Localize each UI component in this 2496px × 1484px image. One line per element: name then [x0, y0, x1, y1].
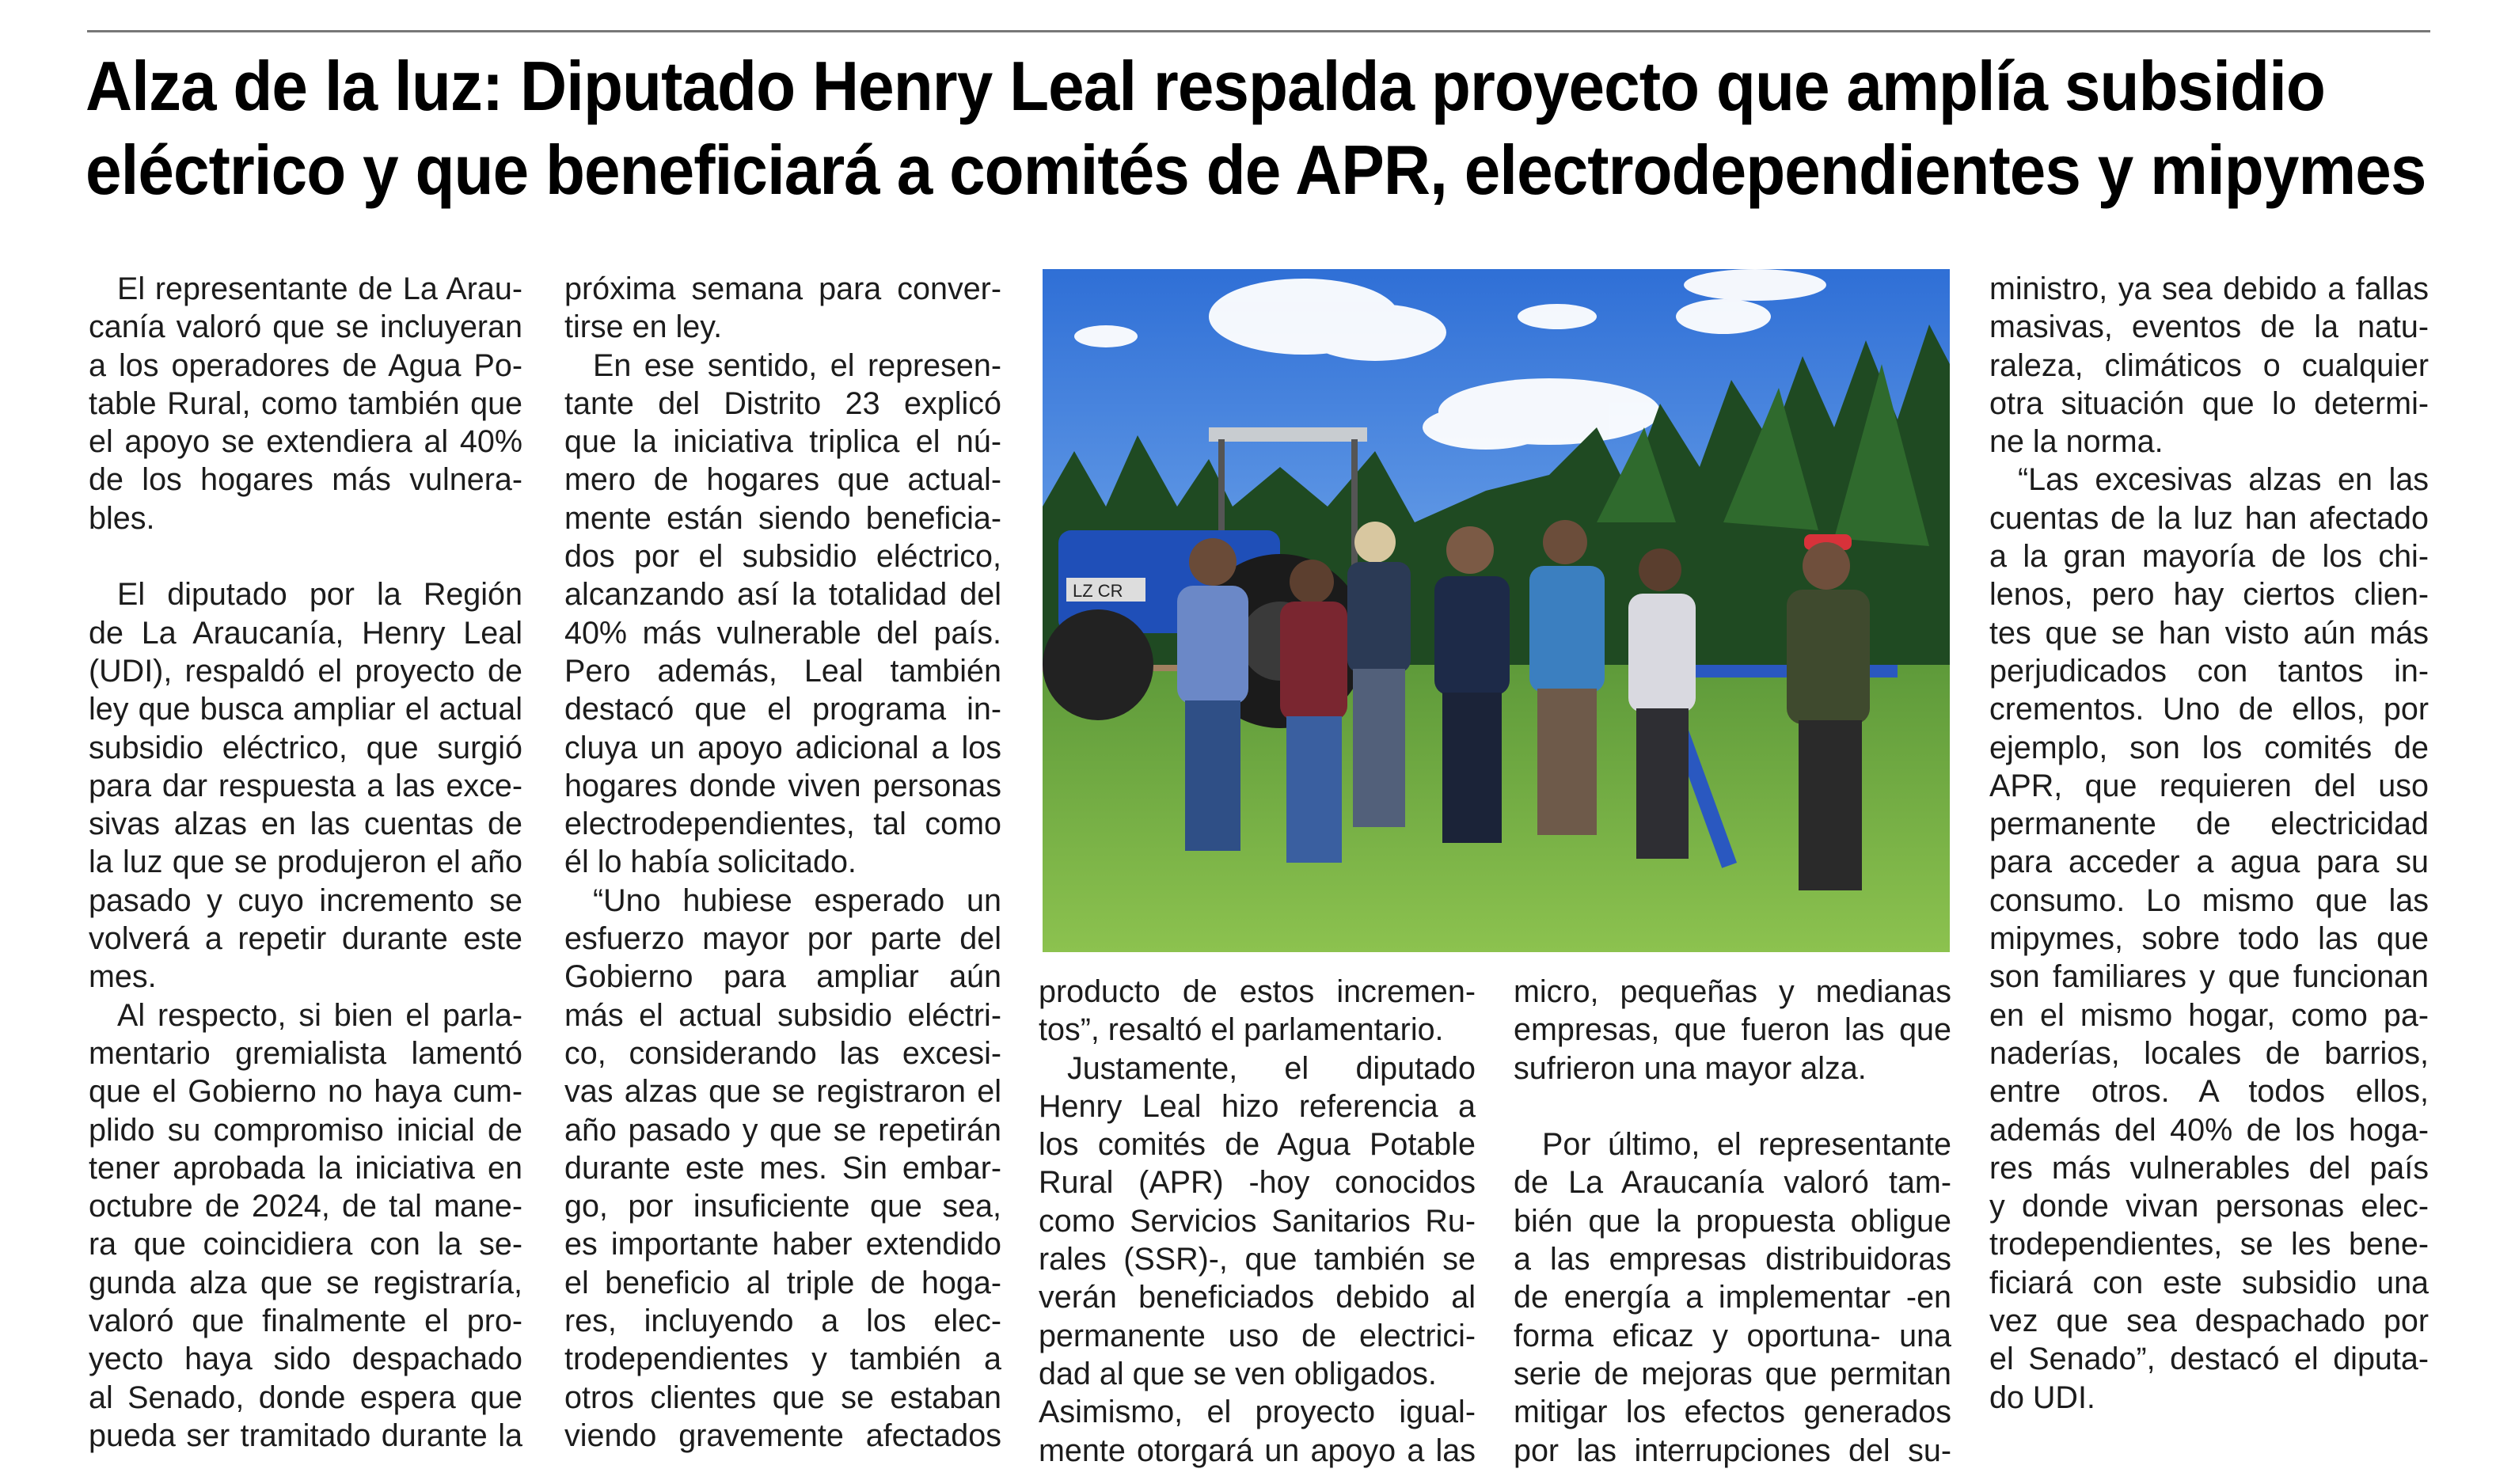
article-text-line: al Senado, donde espera que	[89, 1380, 522, 1415]
article-text-line: APR, que requieren del uso	[1989, 768, 2429, 803]
article-text-line: ficiará con este subsidio una	[1989, 1265, 2429, 1300]
article-column-1	[89, 270, 522, 1455]
article-text-line: por las interrupciones del su-	[1514, 1433, 1951, 1468]
article-text-line: pasado y cuyo incremento se	[89, 882, 522, 918]
article-text-line: pueda ser tramitado durante la	[89, 1418, 522, 1453]
article-text-line: tener aprobada la iniciativa en	[89, 1150, 522, 1186]
article-text-line: entre otros. A todos ellos,	[1989, 1074, 2429, 1110]
person-6	[1628, 548, 1696, 859]
article-text-line: yecto haya sido despachado	[89, 1342, 522, 1377]
article-text-line: Asimismo, el proyecto igual-	[1039, 1395, 1476, 1430]
article-text-line: res más vulnerables del país	[1989, 1150, 2429, 1186]
article-text-line: mes.	[89, 959, 157, 995]
article-text-line: ejemplo, son los comités de	[1989, 730, 2429, 765]
article-text-line: de La Araucanía, Henry Leal	[89, 615, 522, 651]
article-text-line: perjudicados con tantos in-	[1989, 653, 2429, 689]
article-text-line: lenos, pero hay ciertos clien-	[1989, 577, 2429, 613]
article-text-line: vas alzas que se registraron el	[564, 1074, 1001, 1110]
article-text-line: son familiares y que funcionan	[1989, 959, 2429, 995]
article-text-line: durante este mes. Sin embar-	[564, 1150, 1001, 1186]
article-text-line: viendo gravemente afectados	[564, 1418, 1001, 1453]
news-photo	[1043, 269, 1950, 952]
article-text-line: bles.	[89, 500, 155, 536]
article-text-line: do UDI.	[1989, 1380, 2095, 1415]
article-text-line: verán beneficiados debido al	[1039, 1280, 1476, 1315]
article-text-line: vez que sea despachado por	[1989, 1304, 2429, 1339]
article-text-line: table Rural, como también que	[89, 385, 522, 421]
paragraph-gap	[1514, 1087, 1951, 1125]
article-text-line: los comités de Agua Potable	[1039, 1127, 1476, 1163]
article-text-line: micro, pequeñas y medianas	[1514, 974, 1951, 1009]
article-text-line: es importante haber extendido	[564, 1227, 1001, 1262]
article-text-line: el apoyo se extendiera al 40%	[89, 424, 522, 460]
article-text-line: Al respecto, si bien el parla-	[117, 997, 522, 1033]
article-text-line: de los hogares más vulnera-	[89, 462, 522, 498]
article-text-line: mero de hogares que actual-	[564, 462, 1001, 498]
person-3	[1347, 522, 1411, 827]
article-text-line: subsidio eléctrico, que surgió	[89, 730, 522, 765]
article-text-line: mitigar los efectos generados	[1514, 1395, 1951, 1430]
headline-line-1: Alza de la luz: Diputado Henry Leal respalda proyecto que amplía subsidio	[85, 47, 2325, 125]
article-text-line: hogares donde viven personas	[564, 768, 1001, 803]
article-text-line: tirse en ley.	[564, 309, 723, 345]
tractor-plate: LZ CR	[1073, 581, 1123, 601]
article-text-line: la luz que se produjeron el año	[89, 844, 522, 880]
headline	[85, 44, 2426, 212]
article-text-line: electrodependientes, tal como	[564, 807, 1001, 842]
article-text-line: además del 40% de los hoga-	[1989, 1112, 2429, 1148]
article-text-line: que el Gobierno no haya cum-	[89, 1074, 522, 1110]
article-text-line: (UDI), respaldó el proyecto de	[89, 653, 522, 689]
article-text-line: 40% más vulnerable del país.	[564, 615, 1001, 651]
article-text-line: masivas, eventos de la natu-	[1989, 309, 2429, 345]
article-text-line: de La Araucanía valoró tam-	[1514, 1165, 1951, 1201]
top-rule	[87, 30, 2430, 32]
article-text-line: mentario gremialista lamentó	[89, 1035, 522, 1071]
article-column-5	[1989, 270, 2429, 1417]
article-text-line: cuentas de la luz han afectado	[1989, 500, 2429, 536]
article-text-line: que la iniciativa triplica el nú-	[564, 424, 1001, 460]
article-text-line: el Senado”, destacó el diputa-	[1989, 1342, 2429, 1377]
article-text-line: trodependientes, se les bene-	[1989, 1227, 2429, 1262]
article-text-line: próxima semana para conver-	[564, 271, 1001, 306]
article-text-line: esfuerzo mayor por parte del	[564, 921, 1001, 957]
article-text-line: más el actual subsidio eléctri-	[564, 997, 1001, 1033]
article-text-line: consumo. Lo mismo que las	[1989, 882, 2429, 918]
article-text-line: dad al que se ven obligados.	[1039, 1356, 1437, 1391]
article-text-line: para acceder a agua para su	[1989, 844, 2429, 880]
article-text-line: plido su compromiso inicial de	[89, 1112, 522, 1148]
article-text-line: Henry Leal hizo referencia a	[1039, 1088, 1476, 1124]
paragraph-gap	[89, 537, 522, 575]
article-text-line: a la gran mayoría de los chi-	[1989, 539, 2429, 575]
article-text-line: y donde vivan personas elec-	[1989, 1189, 2429, 1224]
article-text-line: sufrieron una mayor alza.	[1514, 1050, 1867, 1086]
article-text-line: Por último, el representante	[1542, 1127, 1951, 1163]
article-text-line: empresas, que fueron las que	[1514, 1012, 1951, 1048]
article-text-line: canía valoró que se incluyeran	[89, 309, 522, 345]
article-text-line: co, considerando las excesi-	[564, 1035, 1001, 1071]
article-text-line: como Servicios Sanitarios Ru-	[1039, 1203, 1476, 1239]
article-text-line: sivas alzas en las cuentas de	[89, 807, 522, 842]
article-text-line: destacó que el programa in-	[564, 692, 1001, 727]
article-text-line: Rural (APR) -hoy conocidos	[1039, 1165, 1476, 1201]
article-text-line: crementos. Uno de ellos, por	[1989, 692, 2429, 727]
article-text-line: serie de mejoras que permitan	[1514, 1356, 1951, 1391]
article-text-line: mipymes, sobre todo las que	[1989, 921, 2429, 957]
article-text-line: él lo había solicitado.	[564, 844, 857, 880]
article-text-line: res, incluyendo a los elec-	[564, 1304, 1001, 1339]
article-text-line: cluya un apoyo adicional a los	[564, 730, 1001, 765]
article-text-line: Pero además, Leal también	[564, 653, 1001, 689]
article-text-line: Justamente, el diputado	[1067, 1050, 1476, 1086]
article-text-line: “Uno hubiese esperado un	[593, 882, 1001, 918]
article-column-3	[1039, 973, 1476, 1470]
article-text-line: go, por insuficiente que sea,	[564, 1189, 1001, 1224]
article-text-line: permanente uso de electrici-	[1039, 1318, 1476, 1353]
article-text-line: año pasado y que se repetirán	[564, 1112, 1001, 1148]
article-column-4	[1514, 973, 1951, 1470]
article-text-line: tante del Distrito 23 explicó	[564, 385, 1001, 421]
person-2	[1280, 560, 1347, 863]
article-text-line: mente otorgará un apoyo a las	[1039, 1433, 1476, 1468]
article-text-line: rales (SSR)-, que también se	[1039, 1242, 1476, 1277]
article-text-line: “Las excesivas alzas en las	[2018, 462, 2429, 498]
article-text-line: ne la norma.	[1989, 424, 2164, 460]
article-text-line: tos”, resaltó el parlamentario.	[1039, 1012, 1444, 1048]
article-text-line: El representante de La Arau-	[117, 271, 522, 306]
article-text-line: trodependientes y también a	[564, 1342, 1001, 1377]
article-column-2	[564, 270, 1001, 1455]
article-text-line: ley que busca ampliar el actual	[89, 692, 522, 727]
article-text-line: El diputado por la Región	[117, 577, 522, 613]
article-text-line: Gobierno para ampliar aún	[564, 959, 1001, 995]
person-5	[1529, 520, 1605, 835]
article-text-line: ra que coincidiera con la se-	[89, 1227, 522, 1262]
article-text-line: otros clientes que se estaban	[564, 1380, 1001, 1415]
article-text-line: valoró que finalmente el pro-	[89, 1304, 522, 1339]
article-text-line: alcanzando así la totalidad del	[564, 577, 1001, 613]
article-text-line: a las empresas distribuidoras	[1514, 1242, 1951, 1277]
article-text-line: para dar respuesta a las exce-	[89, 768, 522, 803]
article-text-line: dos por el subsidio eléctrico,	[564, 539, 1001, 575]
article-text-line: en el mismo hogar, como pa-	[1989, 997, 2429, 1033]
article-text-line: mente están siendo beneficia-	[564, 500, 1001, 536]
headline-line-2: eléctrico y que beneficiará a comités de APR, electrodependientes y mipymes	[85, 131, 2426, 209]
article-text-line: gunda alza que se registraría,	[89, 1265, 522, 1300]
article-text-line: naderías, locales de barrios,	[1989, 1035, 2429, 1071]
article-text-line: permanente de electricidad	[1989, 807, 2429, 842]
article-text-line: forma eficaz y oportuna- una	[1514, 1318, 1951, 1353]
article-text-line: bién que la propuesta obligue	[1514, 1203, 1951, 1239]
article-text-line: producto de estos incremen-	[1039, 974, 1476, 1009]
article-text-line: otra situación que lo determi-	[1989, 385, 2429, 421]
article-text-line: tes que se han visto aún más	[1989, 615, 2429, 651]
article-text-line: octubre de 2024, de tal mane-	[89, 1189, 522, 1224]
article-text-line: ministro, ya sea debido a fallas	[1989, 271, 2429, 306]
article-text-line: volverá a repetir durante este	[89, 921, 522, 957]
article-text-line: a los operadores de Agua Po-	[89, 347, 522, 383]
article-text-line: de energía a implementar -en	[1514, 1280, 1951, 1315]
article-text-line: el beneficio al triple de hoga-	[564, 1265, 1001, 1300]
article-text-line: raleza, climáticos o cualquier	[1989, 347, 2429, 383]
article-text-line: En ese sentido, el represen-	[593, 347, 1001, 383]
